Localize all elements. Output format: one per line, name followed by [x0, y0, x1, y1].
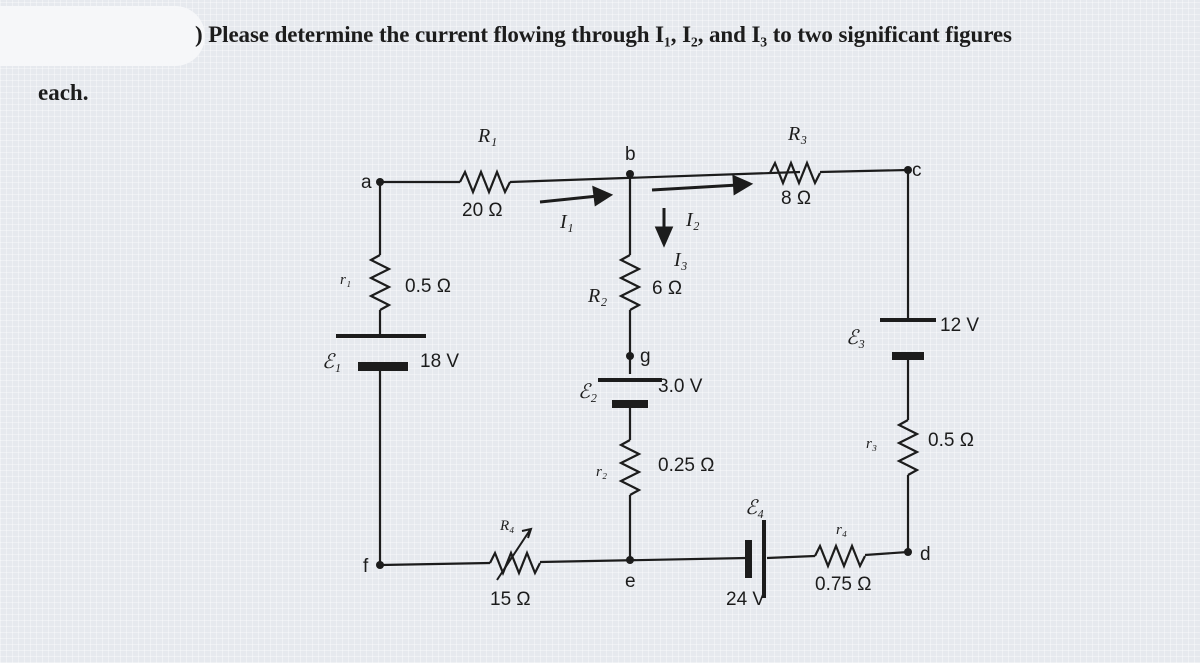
- R4-value: 15 Ω: [490, 589, 531, 610]
- r4-name: r₄: [836, 522, 848, 538]
- wire-bottom-mid: [540, 558, 747, 562]
- node-g-label: g: [640, 346, 651, 367]
- node-e-dot: [626, 556, 634, 564]
- E4-short-plate: [745, 540, 752, 578]
- node-d-dot: [904, 548, 912, 556]
- node-f-label: f: [363, 556, 369, 577]
- wire-top-mid: [510, 172, 800, 182]
- wire-bottom-right: [767, 556, 815, 558]
- E4-value: 24 V: [726, 589, 766, 610]
- r2-zigzag: [621, 440, 639, 495]
- wire-bottom-end: [865, 552, 908, 555]
- node-g-dot: [626, 352, 634, 360]
- R1-zigzag: [460, 172, 510, 192]
- E2-short-plate: [612, 400, 648, 408]
- E3-name: ℰ₃: [846, 327, 866, 349]
- node-a-label: a: [361, 172, 372, 193]
- R1-value: 20 Ω: [462, 200, 503, 221]
- E2-name: ℰ₂: [578, 381, 598, 403]
- I1-arrow-shaft: [540, 196, 598, 202]
- E1-name: ℰ₁: [322, 351, 342, 373]
- I3-label: I₃: [674, 249, 688, 271]
- E1-long-plate: [336, 334, 426, 338]
- E2-long-plate: [598, 378, 662, 382]
- E3-value: 12 V: [940, 315, 980, 336]
- E4-long-plate: [762, 520, 766, 598]
- E2-value: 3.0 V: [658, 376, 703, 397]
- r1-zigzag: [371, 255, 389, 310]
- R4-zigzag: [490, 553, 540, 573]
- r2-value: 0.25 Ω: [658, 455, 715, 476]
- E3-long-plate: [880, 318, 936, 322]
- E4-name: ℰ₄: [745, 497, 765, 519]
- r3-zigzag: [899, 420, 917, 475]
- r1-name: r₁: [340, 272, 352, 288]
- node-e-label: e: [625, 571, 636, 592]
- R4-name: R₄: [500, 518, 515, 534]
- r1-value: 0.5 Ω: [405, 276, 451, 297]
- E1-short-plate: [358, 362, 408, 371]
- node-b-dot: [626, 170, 634, 178]
- I3-arrow-head: [657, 228, 671, 244]
- node-c-dot: [904, 166, 912, 174]
- node-c-label: c: [912, 160, 922, 181]
- R2-zigzag: [621, 255, 639, 310]
- r3-name: r₃: [866, 436, 878, 452]
- r4-zigzag: [815, 546, 865, 566]
- r2-name: r₂: [596, 464, 608, 480]
- I2-arrow-shaft: [652, 185, 738, 190]
- question-text-continued: each.: [38, 80, 89, 105]
- node-d-label: d: [920, 544, 931, 565]
- I2-arrow-head: [734, 177, 750, 193]
- R2-value: 6 Ω: [652, 278, 683, 299]
- I1-arrow-head: [594, 188, 610, 204]
- wire-top-right: [820, 170, 908, 172]
- node-f-dot: [376, 561, 384, 569]
- node-a-dot: [376, 178, 384, 186]
- node-b-label: b: [625, 144, 636, 165]
- E1-value: 18 V: [420, 351, 460, 372]
- R3-value: 8 Ω: [781, 188, 812, 209]
- r4-value: 0.75 Ω: [815, 574, 872, 595]
- I1-label: I₁: [560, 211, 574, 233]
- E3-short-plate: [892, 352, 924, 360]
- R2-name: R₂: [588, 285, 608, 307]
- R3-name: R₃: [788, 123, 808, 145]
- I2-label: I₂: [686, 209, 700, 231]
- R1-name: R₁: [478, 125, 498, 147]
- question-text: ) Please determine the current flowing through I₁, I₂, and I₃ to two significant figures: [195, 22, 1012, 47]
- r3-value: 0.5 Ω: [928, 430, 974, 451]
- wire-bottom-left: [380, 563, 490, 565]
